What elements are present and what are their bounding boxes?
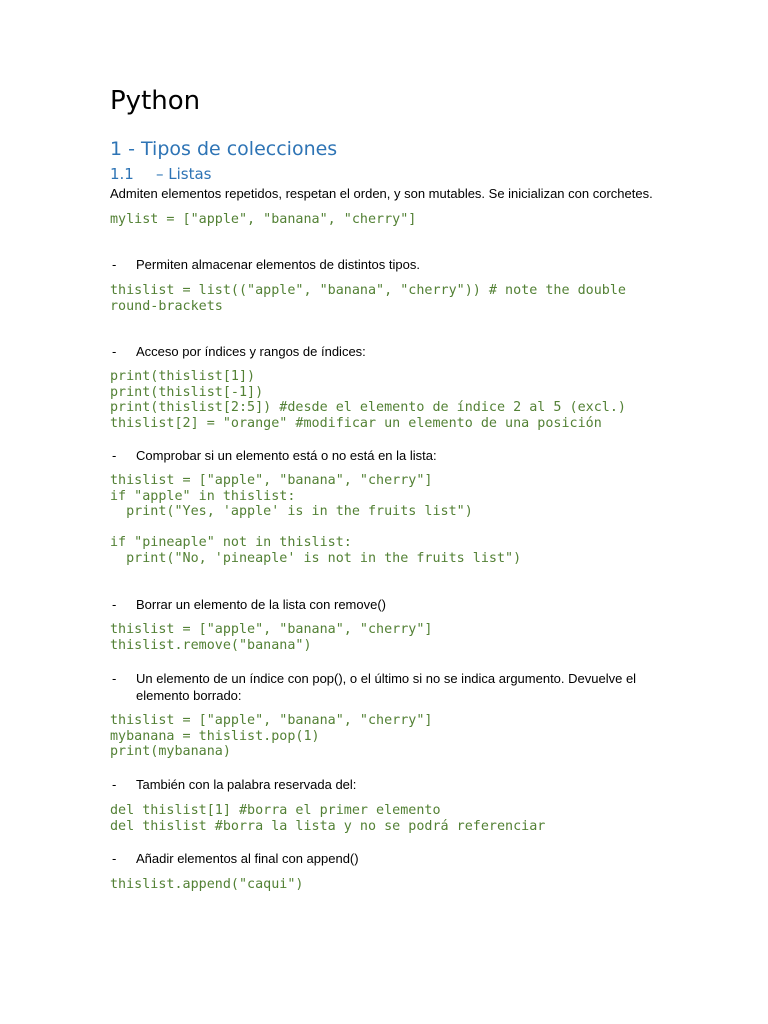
list-item: [110, 343, 670, 360]
heading-listas: [110, 165, 212, 183]
list-item: [110, 596, 670, 613]
heading-tipos-de-colecciones: 1 - Tipos de colecciones: [110, 138, 338, 160]
code-block-7: del thislist[1] #borra el primer elemento del thislist #borra la lista y no se podrá referenciar: [110, 803, 546, 834]
intro-paragraph: Admiten elementos repetidos, respetan el orden, y son mutables. Se inicializan con corchetes.: [110, 186, 653, 201]
heading-number: 1.1: [110, 165, 134, 183]
bullet-marker: -: [112, 777, 117, 792]
bullet-text: Comprobar si un elemento está o no está en la lista:: [136, 448, 437, 463]
bullet-text: Añadir elementos al final con append(): [136, 851, 359, 866]
bullet-marker: -: [112, 671, 117, 686]
code-block-6: thislist = ["apple", "banana", "cherry"] mybanana = thislist.pop(1) print(mybanana): [110, 713, 433, 760]
list-item: [110, 256, 670, 273]
code-block-3: print(thislist[1]) print(thislist[-1]) print(thislist[2:5]) #desde el elemento de índice 2 al 5 (excl.) thislist[2] = "orange" #modificar un elemento de una posición: [110, 369, 626, 431]
bullet-marker: -: [112, 344, 117, 359]
bullet-marker: -: [112, 851, 117, 866]
code-block-2: thislist = list(("apple", "banana", "cherry")) # note the double round-brackets: [110, 283, 626, 314]
document-title: Python: [110, 86, 201, 116]
code-block-4: thislist = ["apple", "banana", "cherry"] if "apple" in thislist: print("Yes, 'apple' is in the fruits list") if "pineaple" not in thislist: print("No, 'pineaple' is not in the fruits list"): [110, 473, 522, 566]
bullet-text: Borrar un elemento de la lista con remove(): [136, 597, 387, 612]
bullet-marker: -: [112, 448, 117, 463]
bullet-text: Acceso por índices y rangos de índices:: [136, 344, 366, 359]
bullet-text: Permiten almacenar elementos de distintos tipos.: [136, 257, 420, 272]
code-block-8: thislist.append("caqui"): [110, 877, 304, 892]
list-item: [110, 850, 670, 867]
list-item: [110, 776, 670, 793]
bullet-marker: -: [112, 597, 117, 612]
bullet-marker: -: [112, 257, 117, 272]
list-item: [110, 670, 670, 704]
list-item: [110, 447, 670, 464]
bullet-text: También con la palabra reservada del:: [136, 777, 357, 792]
heading-text: – Listas: [156, 165, 212, 183]
code-block-1: mylist = ["apple", "banana", "cherry"]: [110, 212, 417, 227]
bullet-text: Un elemento de un índice con pop(), o el último si no se indica argumento. Devuelve el elemento borrado:: [136, 671, 637, 703]
code-block-5: thislist = ["apple", "banana", "cherry"] thislist.remove("banana"): [110, 622, 433, 653]
